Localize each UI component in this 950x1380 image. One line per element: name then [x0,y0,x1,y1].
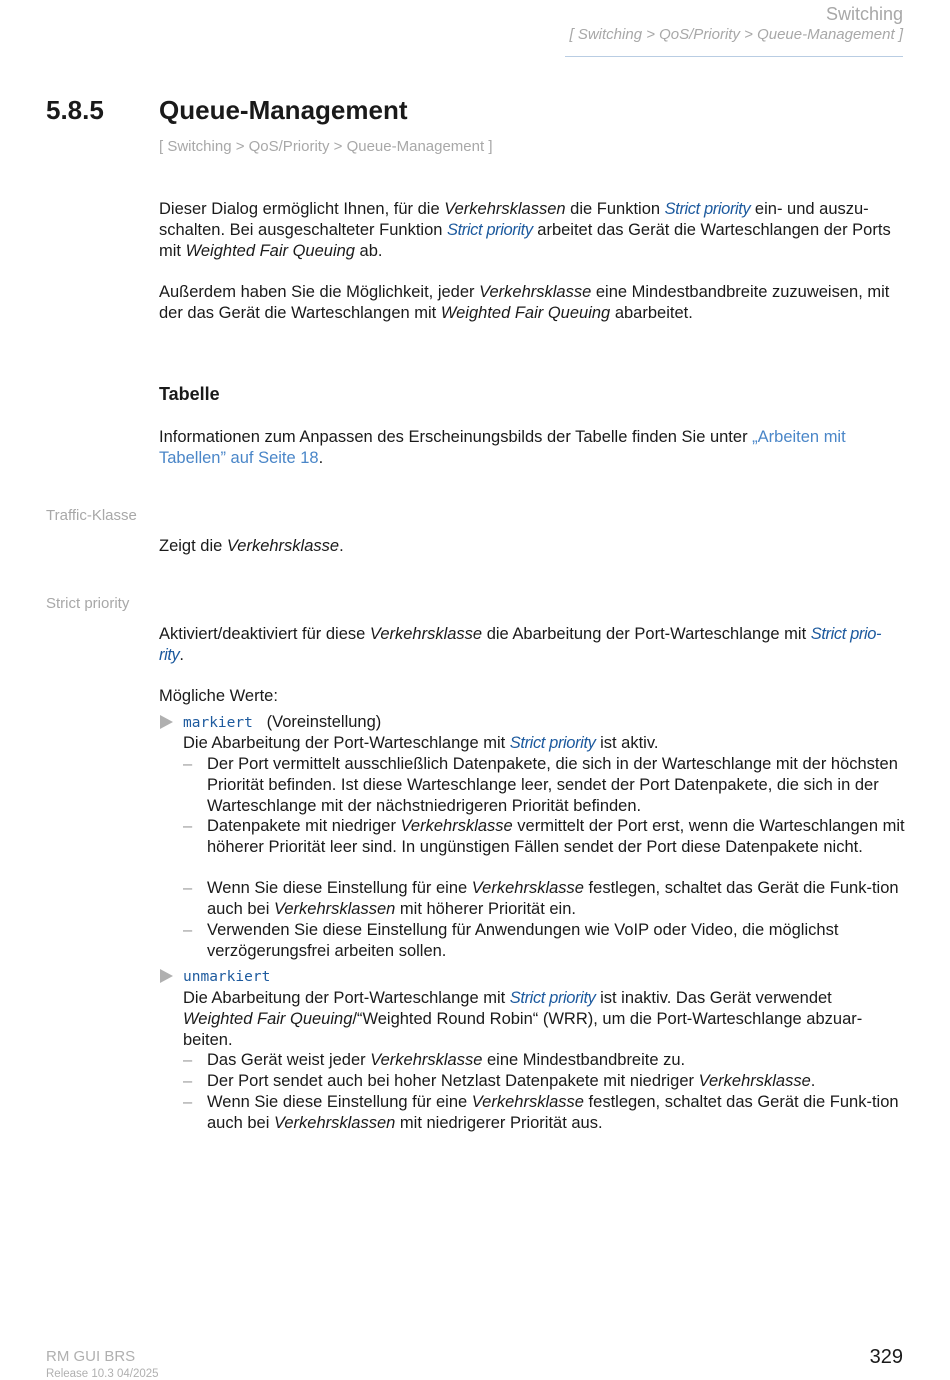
running-header-chapter: Switching [825,4,903,24]
dash-marker: – [183,755,193,773]
table-help-link[interactable]: „Arbeiten mit Tabellen” auf Seite 18 [159,428,846,467]
dash-marker: – [183,817,193,835]
section-number: 5.8.5 [46,95,104,125]
table-heading: Tabelle [159,384,220,404]
possible-values-label: Mögliche Werte: [159,687,278,705]
option-unmarkiert-header: unmarkiert [183,969,271,985]
field-label-traffic-class: Traffic-Klasse [46,507,137,524]
option-markiert-header: markiert (Voreinstellung) [183,713,382,731]
intro-paragraph-2: Außerdem haben Sie die Möglichkeit, jeder Verkehrsklasse eine Mindestbandbreite zuzuweisen, mit der das Gerät die Warteschlangen mit Weighted Fair Queuing abarbeitet. [159,283,890,322]
markiert-bullet-2: Datenpakete mit niedriger Verkehrsklasse vermittelt der Port erst, wenn die Warteschlangen mit höherer Priorität leer sind. In ungünstigen Fällen sendet der Port diese Datenpakete nicht. [207,817,905,856]
dash-marker: – [183,1051,193,1069]
unmarkiert-bullet-3: Wenn Sie diese Einstellung für eine Verkehrsklasse festlegen, schaltet das Gerät die Funk-tion auch bei Verkehrsklassen mit niedrigerer Priorität aus. [207,1093,899,1132]
running-header-breadcrumb: [ Switching > QoS/Priority > Queue-Management ] [569,26,903,43]
table-info-paragraph: Informationen zum Anpassen des Erscheinungsbilds der Tabelle finden Sie unter „Arbeiten mit Tabellen” auf Seite 18. [159,428,846,467]
page-number: 329 [869,1346,903,1368]
dash-marker: – [183,1072,193,1090]
strict-priority-description: Aktiviert/deaktiviert für diese Verkehrsklasse die Abarbeitung der Port-Warteschlange mit Strict prio-rity. [159,625,882,664]
section-menu-path: [ Switching > QoS/Priority > Queue-Management ] [159,138,493,155]
unmarkiert-bullet-1: Das Gerät weist jeder Verkehrsklasse eine Mindestbandbreite zu. [207,1051,686,1069]
intro-paragraph-1: Dieser Dialog ermöglicht Ihnen, für die Verkehrsklassen die Funktion Strict priority ein- und auszu-schalten. Bei ausgeschalteter Funktion Strict priority arbeitet das Gerät die Warteschlangen der Ports mit Weighted Fair Queuing ab. [159,200,891,260]
unmarkiert-bullet-2: Der Port sendet auch bei hoher Netzlast Datenpakete mit niedriger Verkehrsklasse. [207,1072,816,1090]
option-unmarkiert-description: Die Abarbeitung der Port-Warteschlange mit Strict priority ist inaktiv. Das Gerät verwendet Weighted Fair Queuing/“Weighted Round Robin“ (WRR), um die Port-Warteschlange abzuar-beiten. [183,989,863,1049]
dash-marker: – [183,921,193,939]
markiert-bullet-1: Der Port vermittelt ausschließlich Datenpakete, die sich in der Warteschlange mit der höchsten Priorität befinden. Ist diese Warteschlange leer, sendet der Port Datenpakete, die sich in der Warteschlange mit der nächstniedrigeren Priorität befinden. [207,755,898,815]
markiert-bullet-4: Verwenden Sie diese Einstellung für Anwendungen wie VoIP oder Video, die möglichst verzögerungsfrei arbeiten sollen. [207,921,839,960]
dash-marker: – [183,879,193,897]
markiert-bullet-3: Wenn Sie diese Einstellung für eine Verkehrsklasse festlegen, schaltet das Gerät die Funk-tion auch bei Verkehrsklassen mit höherer Priorität ein. [207,879,899,918]
field-label-strict-priority: Strict priority [46,595,130,612]
bullet-triangle-icon [160,969,173,983]
traffic-class-description: Zeigt die Verkehrsklasse. [159,537,344,555]
header-divider [565,56,903,57]
option-markiert-description: Die Abarbeitung der Port-Warteschlange mit Strict priority ist aktiv. [183,734,659,752]
bullet-triangle-icon [160,715,173,729]
section-title: Queue-Management [159,95,408,125]
footer-document-title: RM GUI BRS [46,1348,136,1365]
dash-marker: – [183,1093,193,1111]
footer-release: Release 10.3 04/2025 [46,1368,159,1380]
